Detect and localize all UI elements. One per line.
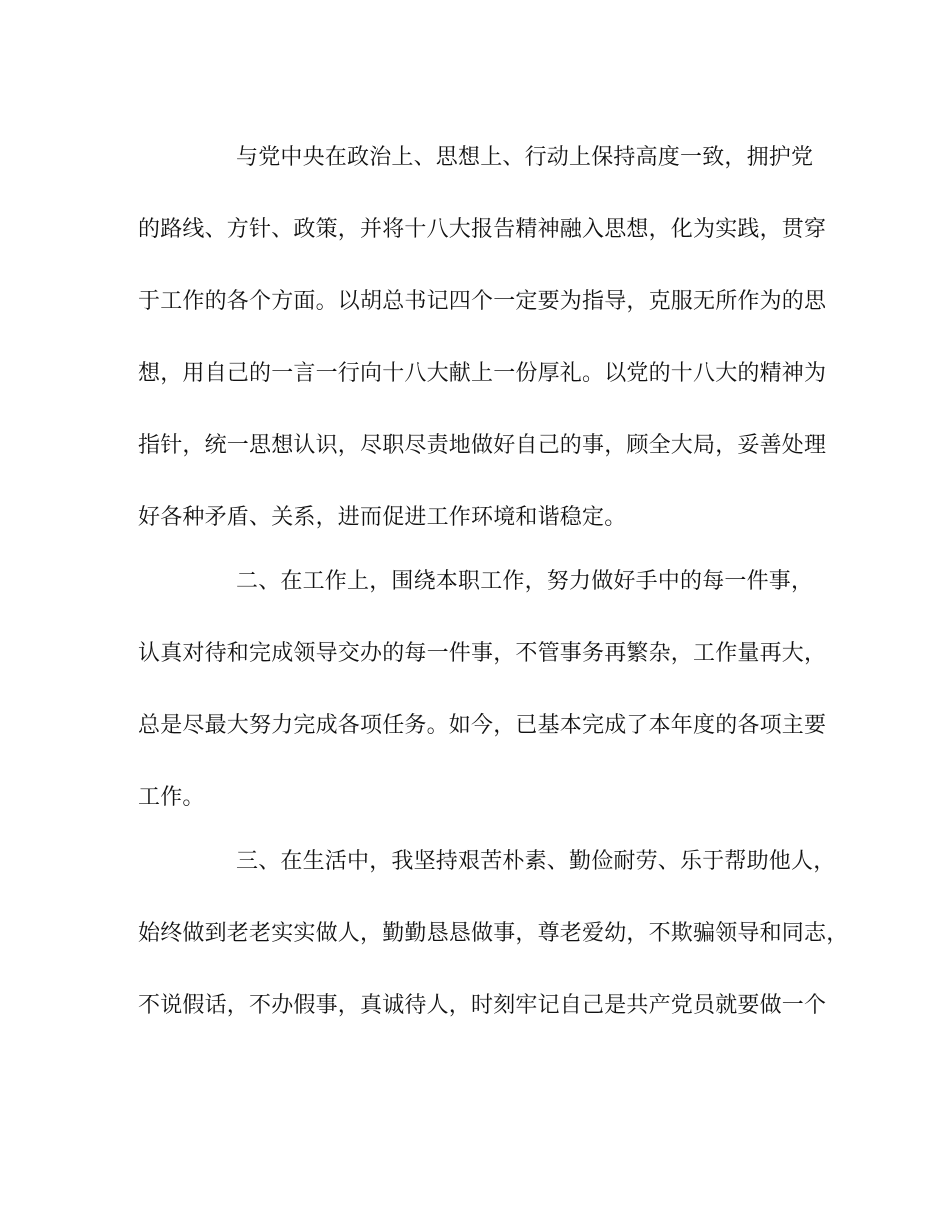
paragraph-line: 二、在工作上，围绕本职工作，努力做好手中的每一件事，	[236, 569, 814, 594]
paragraph-line: 于工作的各个方面。以胡总书记四个一定要为指导，克服无所作为的思	[138, 289, 827, 314]
paragraph-line: 好各种矛盾、关系，进而促进工作环境和谐稳定。	[138, 505, 627, 530]
paragraph-line: 不说假话，不办假事，真诚待人，时刻牢记自己是共产党员就要做一个	[138, 993, 827, 1018]
paragraph-line: 想，用自己的一言一行向十八大献上一份厚礼。以党的十八大的精神为	[138, 361, 827, 386]
paragraph-line: 三、在生活中，我坚持艰苦朴素、勤俭耐劳、乐于帮助他人，	[236, 849, 836, 874]
paragraph-line: 的路线、方针、政策，并将十八大报告精神融入思想，化为实践，贯穿	[138, 217, 827, 242]
paragraph-line: 与党中央在政治上、思想上、行动上保持高度一致，拥护党	[236, 145, 814, 170]
paragraph-line: 指针，统一思想认识，尽职尽责地做好自己的事，顾全大局，妥善处理	[138, 433, 827, 458]
paragraph-line: 总是尽最大努力完成各项任务。如今，已基本完成了本年度的各项主要	[138, 713, 827, 738]
paragraph-line: 始终做到老老实实做人，勤勤恳恳做事，尊老爱幼，不欺骗领导和同志，	[138, 921, 849, 946]
paragraph-line: 认真对待和完成领导交办的每一件事，不管事务再繁杂，工作量再大，	[138, 641, 827, 666]
paragraph-line: 工作。	[138, 785, 205, 810]
